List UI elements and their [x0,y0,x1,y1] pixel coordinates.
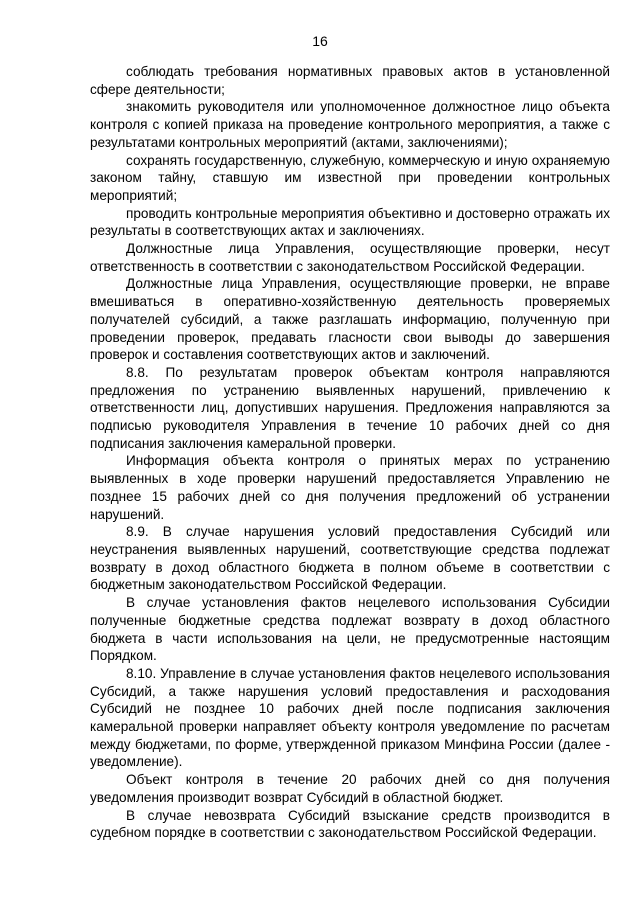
paragraph: Информация объекта контроля о принятых мерах по устранению выявленных в ходе проверки нарушений предоставляется Управлению не позднее 15 рабочих дней со дня получения предложений об устранении нарушений. [90,453,610,522]
paragraph: соблюдать требования нормативных правовых актов в установленной сфере деятельности; [90,64,610,97]
paragraph: В случае невозврата Субсидий взыскание средств производится в судебном порядке в соответствии с законодательством Российской Федерации. [90,807,610,841]
paragraph: 8.9. В случае нарушения условий предоставления Субсидий или неустранения выявленных нарушений, соответствующие средства подлежат возврату в доход областного бюджета в полном объеме в соответствии с бюджетным законодательством Российской Федерации. [90,524,610,593]
paragraph: 8.10. Управление в случае установления фактов нецелевого использования Субсидий, а также нарушения условий предоставления и расходования Субсидий не позднее 10 рабочих дней после подписания заключения камеральной проверки направляет объекту контроля уведомление по расчетам между бюджетами, по форме, утвержденной приказом Минфина России (далее - уведомление). [90,665,610,770]
page-number: 16 [312,33,328,49]
paragraph: Должностные лица Управления, осуществляющие проверки, несут ответственность в соответствии с законодательством Российской Федерации. [90,241,610,274]
paragraph: сохранять государственную, служебную, коммерческую и иную охраняемую законом тайну, ставшую им известной при проведении контрольных мероприятий; [90,152,610,203]
paragraph: Объект контроля в течение 20 рабочих дней со дня получения уведомления производит возврат Субсидий в областной бюджет. [90,772,610,805]
paragraph: Должностные лица Управления, осуществляющие проверки, не вправе вмешиваться в оперативно-хозяйственную деятельность проверяемых получателей субсидий, а также разглашать информацию, полученную при проведении проверок, предавать гласности свои выводы до завершения проверок и составления соответствующих актов и заключений. [90,276,610,363]
paragraph: В случае установления фактов нецелевого использования Субсидии полученные бюджетные средства подлежат возврату в доход областного бюджета в части использования на цели, не предусмотренные настоящим Порядком. [90,595,610,664]
paragraph: знакомить руководителя или уполномоченное должностное лицо объекта контроля с копией приказа на проведение контрольного мероприятия, а также с результатами контрольных мероприятий (актами, заключениями); [90,99,610,150]
paragraph: 8.8. По результатам проверок объектам контроля направляются предложения по устранению выявленных нарушений, привлечению к ответственности лиц, допустивших нарушения. Предложения направляются за подписью руководителя Управления в течение 10 рабочих дней со дня подписания заключения камеральной проверки. [90,364,610,451]
document-body [90,63,610,842]
paragraph: проводить контрольные мероприятия объективно и достоверно отражать их результаты в соответствующих актах и заключениях. [90,205,610,239]
